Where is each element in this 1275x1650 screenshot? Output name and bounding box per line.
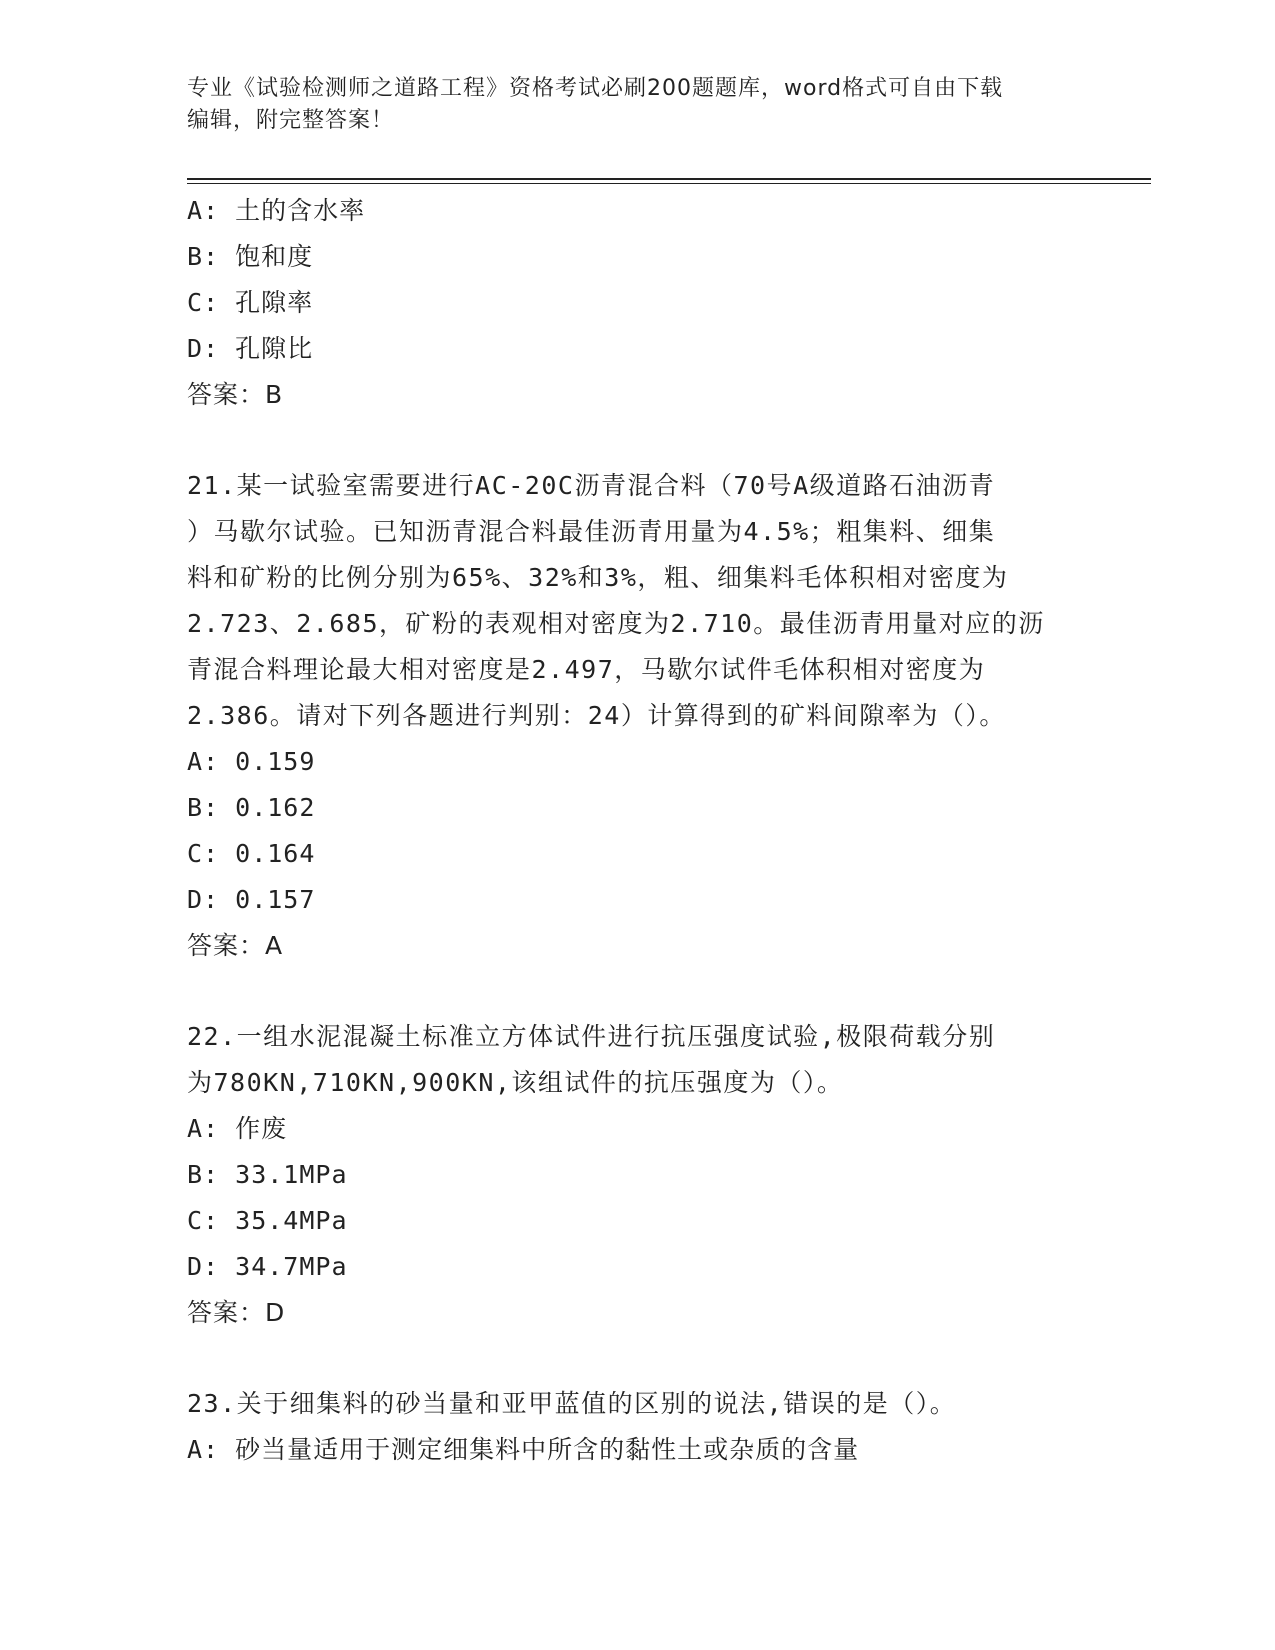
question-text-line: 2.386。请对下列各题进行判别：24）计算得到的矿料间隙率为（）。 — [187, 701, 1006, 730]
answer-line: 答案：B — [187, 380, 284, 409]
answer-line: 答案：D — [187, 1298, 286, 1327]
option-b: B: 33.1MPa — [187, 1160, 348, 1189]
option-b: B: 饱和度 — [187, 242, 314, 271]
question-list — [187, 188, 1087, 1473]
question-text-line: ）马歇尔试验。已知沥青混合料最佳沥青用量为4.5%；粗集料、细集 — [187, 517, 996, 546]
option-a: A: 0.159 — [187, 747, 316, 776]
spacer — [187, 969, 1087, 1014]
option-c: C: 35.4MPa — [187, 1206, 348, 1235]
question-text-line: 21.某一试验室需要进行AC-20C沥青混合料（70号A级道路石油沥青 — [187, 471, 996, 500]
option-d: D: 34.7MPa — [187, 1252, 348, 1281]
option-d: D: 孔隙比 — [187, 334, 314, 363]
option-a: A: 作废 — [187, 1114, 288, 1143]
header-line-1: 专业《试验检测师之道路工程》资格考试必刷200题题库，word格式可自由下载 — [187, 76, 1004, 101]
question-text-line: 2.723、2.685，矿粉的表观相对密度为2.710。最佳沥青用量对应的沥 — [187, 609, 1045, 638]
question-23 — [187, 1381, 1087, 1473]
header-divider-thick — [187, 178, 1151, 180]
question-text-line: 22.一组水泥混凝土标准立方体试件进行抗压强度试验,极限荷载分别 — [187, 1022, 996, 1051]
question-text-line: 为780KN,710KN,900KN,该组试件的抗压强度为（）。 — [187, 1068, 844, 1097]
option-a: A: 砂当量适用于测定细集料中所含的黏性土或杂质的含量 — [187, 1435, 860, 1464]
header-divider-thin — [187, 183, 1151, 184]
spacer — [187, 1336, 1087, 1381]
question-text-line: 料和矿粉的比例分别为65%、32%和3%，粗、细集料毛体积相对密度为 — [187, 563, 1009, 592]
header-line-2: 编辑，附完整答案！ — [187, 108, 395, 133]
spacer — [187, 418, 1087, 463]
question-text-line: 青混合料理论最大相对密度是2.497，马歇尔试件毛体积相对密度为 — [187, 655, 986, 684]
option-a: A: 土的含水率 — [187, 196, 366, 225]
option-c: C: 0.164 — [187, 839, 316, 868]
option-c: C: 孔隙率 — [187, 288, 314, 317]
question-22 — [187, 1014, 1087, 1336]
option-d: D: 0.157 — [187, 885, 316, 914]
question-21 — [187, 463, 1087, 969]
question-block-previous — [187, 188, 1087, 418]
question-text-line: 23.关于细集料的砂当量和亚甲蓝值的区别的说法,错误的是（）。 — [187, 1389, 957, 1418]
document-header — [187, 73, 1087, 137]
answer-line: 答案：A — [187, 931, 284, 960]
option-b: B: 0.162 — [187, 793, 316, 822]
